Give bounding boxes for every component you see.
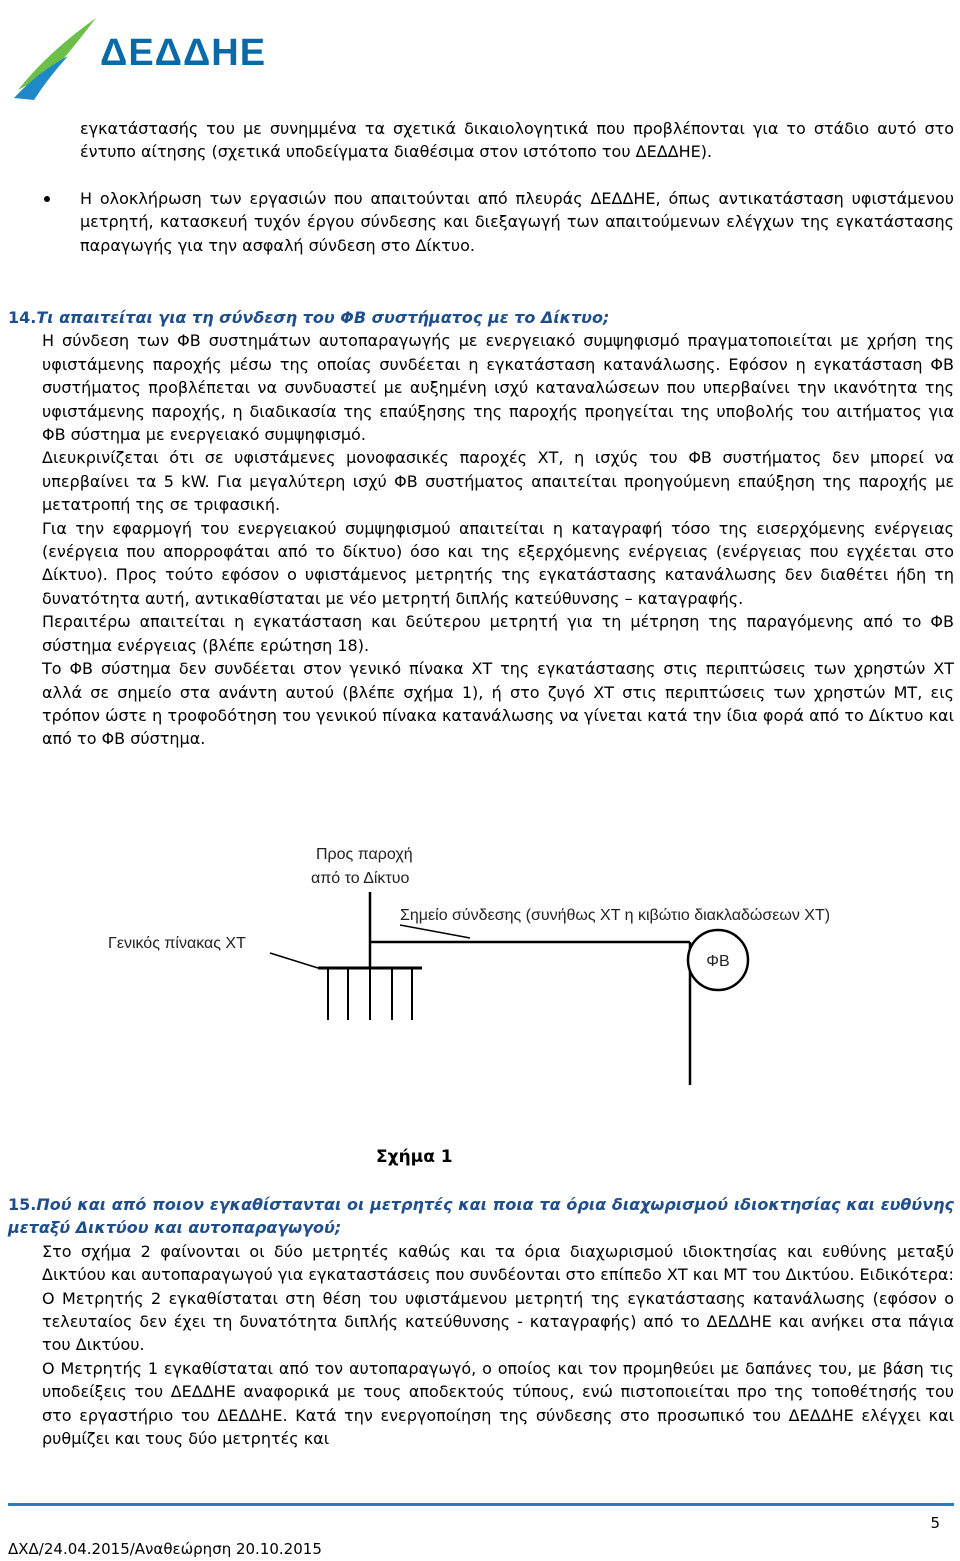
question-14-number: 14.	[8, 308, 37, 327]
figure-label-supply-line2: από το Δίκτυο	[311, 870, 410, 887]
panel-pointer	[270, 953, 318, 968]
question-15-section	[8, 1193, 954, 1450]
logo-mark-icon	[8, 12, 100, 104]
question-15-paragraph: Ο Μετρητής 1 εγκαθίσταται από τον αυτοπαραγωγό, ο οποίος και τον προμηθεύει με δαπάνες του, με βάση τις υποδείξεις του ΔΕΔΔΗΕ αναφορικά με τους αποδεκτούς τύπους, ενώ πιστοποιείται προ της τοποθέτησής του στο εργαστήριο του ΔΕΔΔΗΕ. Κατά την ενεργοποίηση της σύνδεσης στο προσωπικό του ΔΕΔΔΗΕ ελέγχει και ρυθμίζει και τους δύο μετρητές και	[42, 1358, 954, 1449]
figure-label-pv: ΦΒ	[706, 953, 730, 970]
question-14-paragraph: Το ΦΒ σύστημα δεν συνδέεται στον γενικό πίνακα ΧΤ της εγκατάστασης στις περιπτώσεις των χρηστών ΧΤ αλλά σε σημείο στα ανάντη αυτού (βλέπε σχήμα 1), ή στο ζυγό ΧΤ στις περιπτώσεις των χρηστών ΜΤ, εις τρόπον ώστε η τροφοδότηση του γενικού πίνακα κατανάλωσης να γίνεται κατά την ίδια φορά από το Δίκτυο και από το ΦΒ σύστημα.	[42, 659, 954, 749]
question-14-paragraph: Διευκρινίζεται ότι σε υφιστάμενες μονοφασικές παροχές ΧΤ, η ισχύς του ΦΒ συστήματος δεν μπορεί να υπερβαίνει τα 5 kW. Για μεγαλύτερη ισχύ ΦΒ συστήματος απαιτείται προηγούμενη επαύξηση της παροχής με μετατροπή της σε τριφασική.	[42, 448, 954, 515]
question-15-paragraph: Ο Μετρητής 2 εγκαθίσταται στη θέση του υφιστάμενου μετρητή της εγκατάστασης κατανάλωσης (εφόσον ο τελευταίος δεν έχει τη δυνατότητα διπλής κατεύθυνσης - καταγραφής) από το ΔΕΔΔΗΕ και ανήκει στα πάγια του Δικτύου.	[42, 1288, 954, 1355]
question-15-heading	[8, 1193, 954, 1240]
figure-label-connection-point: Σημείο σύνδεσης (συνήθως ΧΤ η κιβώτιο διακλαδώσεων ΧΤ)	[400, 907, 831, 924]
question-15-paragraph: Στο σχήμα 2 φαίνονται οι δύο μετρητές καθώς και τα όρια διαχωρισμού ιδιοκτησίας και ευθύνης μεταξύ Δικτύου και αυτοπαραγωγού για εγκαταστάσεις που συνδέονται στο επίπεδο ΧΤ και ΜΤ του Δικτύου. Ειδικότερα:	[42, 1241, 954, 1285]
figure-label-panel: Γενικός πίνακας ΧΤ	[108, 935, 246, 952]
question-14-paragraph: Περαιτέρω απαιτείται η εγκατάσταση και δεύτερου μετρητή για τη μέτρηση της παραγόμενης από το ΦΒ σύστημα ενέργειας (βλέπε ερώτηση 18).	[42, 612, 954, 655]
question-15-title: Πού και από ποιον εγκαθίστανται οι μετρητές και ποια τα όρια διαχωρισμού ιδιοκτησίας και ευθύνης μεταξύ Δικτύου και αυτοπαραγωγού;	[8, 1195, 954, 1238]
question-14-paragraph: Για την εφαρμογή του ενεργειακού συμψηφισμού απαιτείται η καταγραφή τόσο της εισερχόμενης ενέργειας (ενέργεια που απορροφάται από το δίκτυο) όσο και της εξερχόμενης ενέργειας (ενέργειας που εγχέεται στο Δίκτυο). Προς τούτο εφόσον ο υφιστάμενος μετρητής της εγκατάστασης κατανάλωσης δεν διαθέτει ήδη τη δυνατότητα αυτή, αντικαθίσταται με νέο μετρητή διπλής κατεύθυνσης – καταγραφής.	[42, 518, 954, 608]
question-14-heading	[8, 306, 954, 329]
question-14-section	[8, 306, 954, 751]
figure-1-diagram	[0, 820, 960, 1130]
connection-point-pointer	[400, 925, 470, 938]
continuation-text: εγκατάστασής του με συνημμένα τα σχετικά δικαιολογητικά που προβλέπονται για το στάδιο αυτό στο έντυπο αίτησης (σχετικά υποδείγματα διαθέσιμα στον ιστότοπο του ΔΕΔΔΗΕ).	[80, 119, 954, 162]
company-logo	[8, 12, 267, 104]
question-14-paragraph: Η σύνδεση των ΦΒ συστημάτων αυτοπαραγωγής με ενεργειακό συμψηφισμό πραγματοποιείται με χρήση της υφιστάμενης παροχής μέσω της οποίας συνδέεται η εγκατάσταση κατανάλωσης. Εφόσον η εγκατάσταση ΦΒ συστήματος προβλέπεται να συνδυαστεί με αυξημένη ισχύ καταναλώσεων που υπερβαίνει την ικανότητα της υφιστάμενης παροχής, η διαδικασία της επαύξησης της παροχής προηγείται της υποβολής του αιτήματος για ΦΒ σύστημα με ενεργειακό συμψηφισμό.	[42, 331, 954, 445]
document-reference: ΔΧΔ/24.04.2015/Αναθεώρηση 20.10.2015	[8, 1540, 322, 1558]
bullet-dot-icon	[44, 196, 50, 202]
question-15-body	[8, 1240, 954, 1451]
bullet-item	[80, 187, 954, 257]
question-15-number: 15.	[8, 1195, 37, 1214]
page-number: 5	[930, 1514, 940, 1532]
figure-label-supply-line1: Προς παροχή	[316, 846, 413, 863]
logo-text: ΔΕΔΔΗΕ	[100, 32, 267, 74]
question-14-title: Τι απαιτείται για τη σύνδεση του ΦΒ συστήματος με το Δίκτυο;	[36, 308, 610, 327]
bullet-text: Η ολοκλήρωση των εργασιών που απαιτούνται από πλευράς ΔΕΔΔΗΕ, όπως αντικατάσταση υφιστάμενου μετρητή, κατασκευή τυχόν έργου σύνδεσης και διεξαγωγή των απαιτούμενων ελέγχων της εγκατάστασης παραγωγής για την ασφαλή σύνδεση στο Δίκτυο.	[80, 189, 954, 255]
continuation-paragraph	[80, 117, 954, 164]
figure-1-caption: Σχήμα 1	[376, 1147, 453, 1167]
footer-divider	[8, 1503, 954, 1506]
question-14-body	[8, 329, 954, 750]
